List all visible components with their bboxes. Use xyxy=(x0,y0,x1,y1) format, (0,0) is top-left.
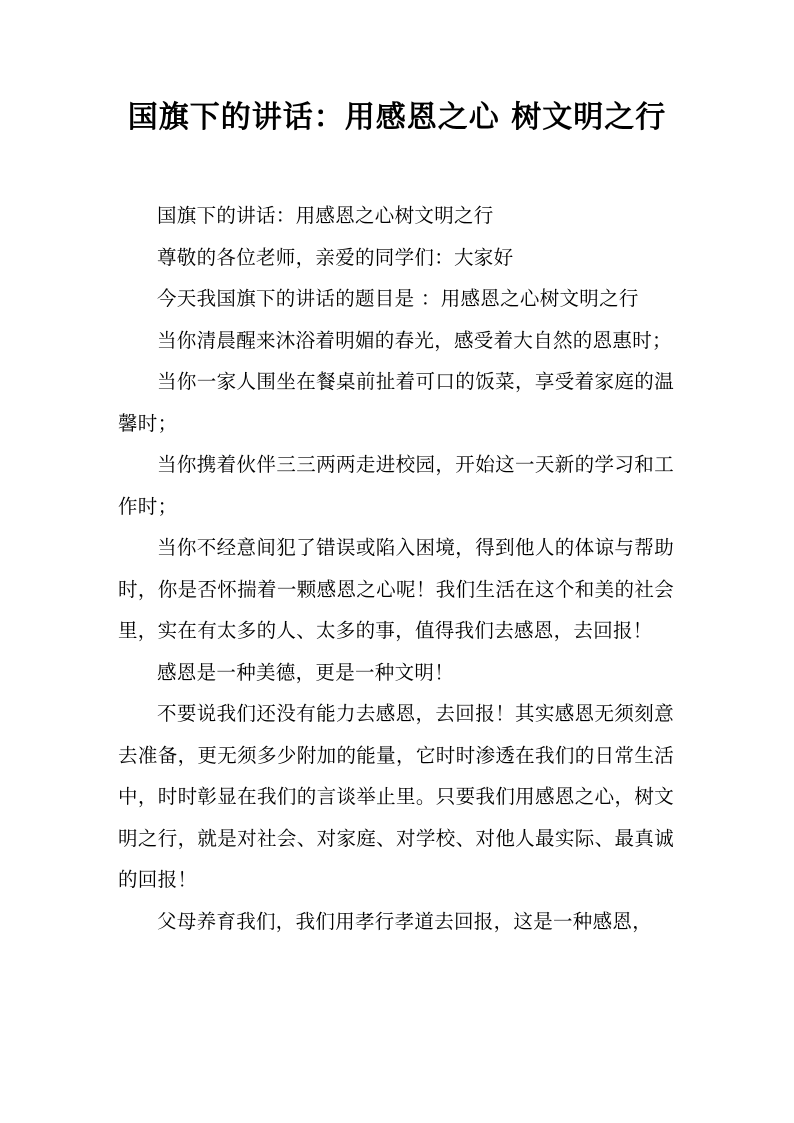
page-title: 国旗下的讲话：用感恩之心 树文明之行 xyxy=(127,100,667,135)
paragraph: 当你不经意间犯了错误或陷入困境，得到他人的体谅与帮助时，你是否怀揣着一颗感恩之心呢！我们生活在这个和美的社会里，实在有太多的人、太多的事，值得我们去感恩，去回报！ xyxy=(118,536,674,642)
paragraph: 不要说我们还没有能力去感恩，去回报！其实感恩无须刻意去准备，更无须多少附加的能量，它时时渗透在我们的日常生活中，时时彰显在我们的言谈举止里。只要我们用感恩之心，树文明之行，就是对社会、对家庭、对学校、对他人最实际、最真诚的回报！ xyxy=(118,702,674,891)
document-body xyxy=(118,195,674,942)
paragraph: 尊敬的各位老师，亲爱的同学们：大家好 xyxy=(157,245,514,269)
paragraph: 当你携着伙伴三三两两走进校园，开始这一天新的学习和工作时； xyxy=(118,453,674,518)
paragraph: 当你一家人围坐在餐桌前扯着可口的饭菜，享受着家庭的温馨时； xyxy=(118,370,674,435)
paragraph: 国旗下的讲话：用感恩之心树文明之行 xyxy=(157,204,494,227)
paragraph: 当你清晨醒来沐浴着明媚的春光，感受着大自然的恩惠时； xyxy=(157,328,672,352)
paragraph: 感恩是一种美德，更是一种文明！ xyxy=(157,660,455,684)
paragraph: 父母养育我们，我们用孝行孝道去回报，这是一种感恩， xyxy=(157,909,653,933)
paragraph: 今天我国旗下的讲话的题目是 ：用感恩之心树文明之行 xyxy=(157,287,639,310)
